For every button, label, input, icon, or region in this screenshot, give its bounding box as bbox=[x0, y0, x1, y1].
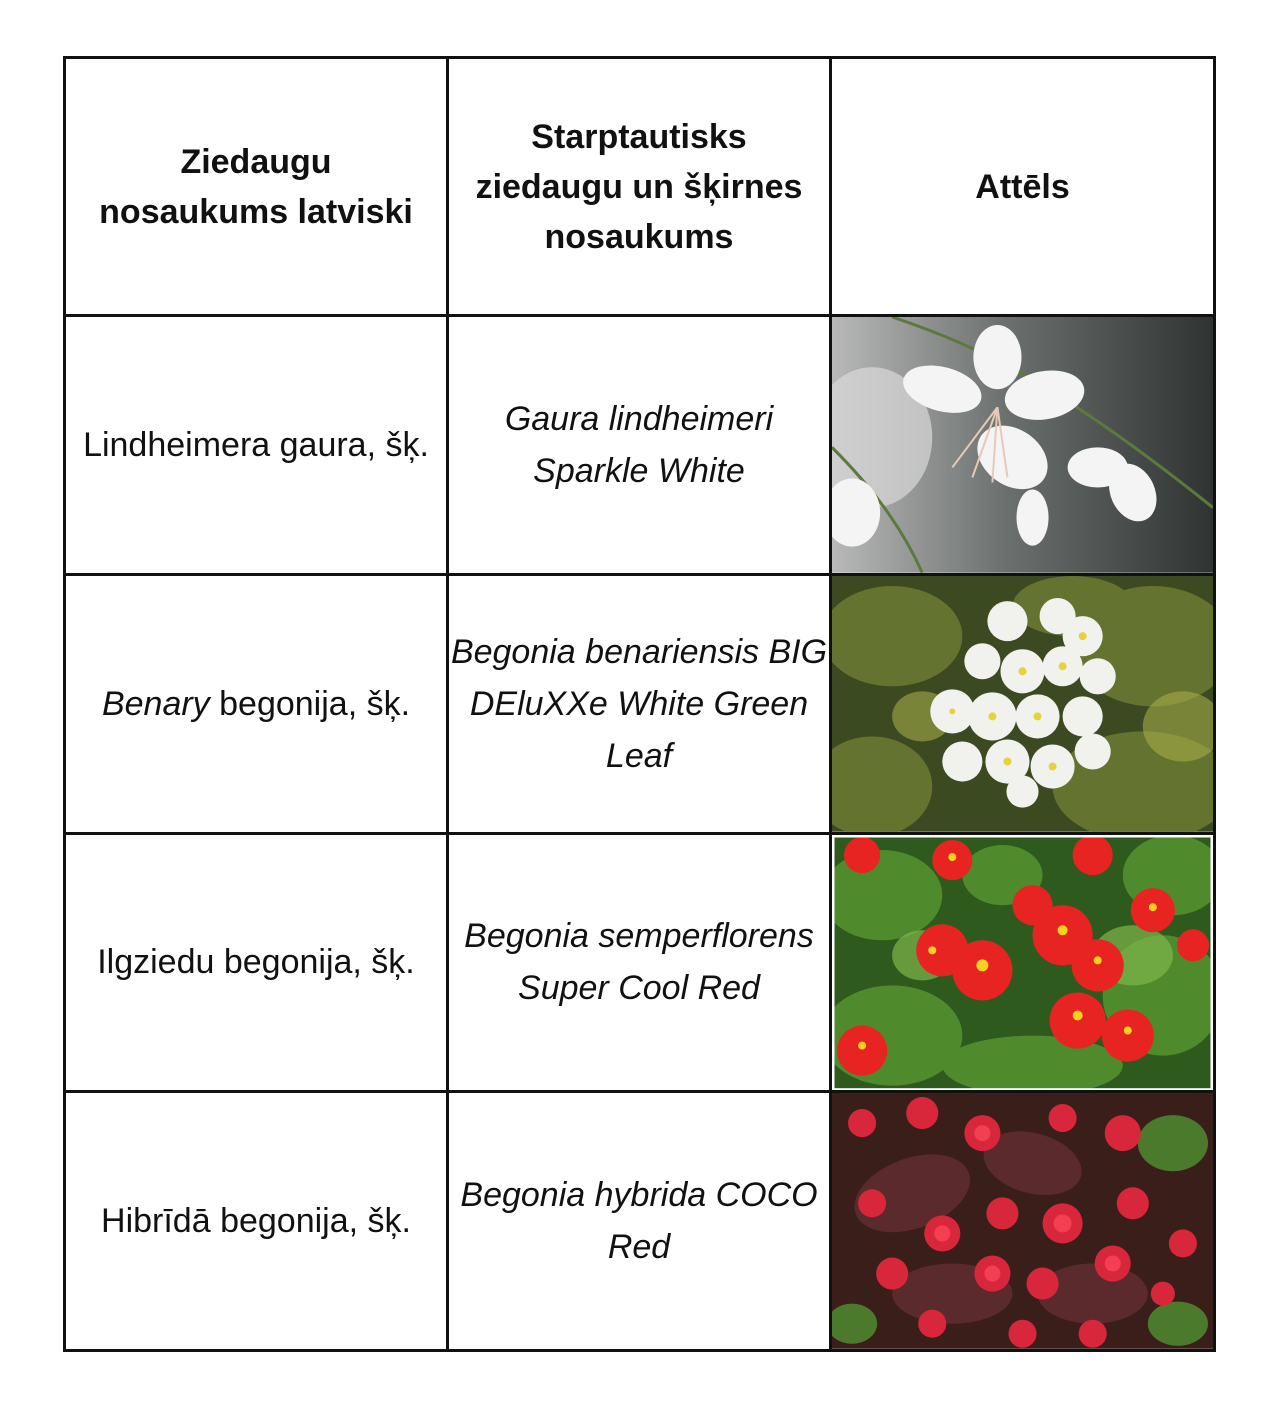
international-name-cell: Begonia benariensis BIG DEluXXe White Green Leaf bbox=[448, 574, 831, 833]
table-row bbox=[65, 833, 1215, 1092]
header-international-name: Starptautisks ziedaugu un šķirnes nosaukums bbox=[448, 58, 831, 316]
latvian-name-cell: Benary begonija, šķ. bbox=[65, 574, 448, 833]
header-row bbox=[65, 58, 1215, 316]
red-begonia-photo bbox=[832, 835, 1213, 1091]
table-row bbox=[65, 316, 1215, 575]
international-name-cell: Gaura lindheimeri Sparkle White bbox=[448, 316, 831, 575]
flower-photo bbox=[831, 833, 1215, 1092]
latvian-name-cell: Lindheimera gaura, šķ. bbox=[65, 316, 448, 575]
latvian-name-cell: Hibrīdā begonija, šķ. bbox=[65, 1092, 448, 1351]
flower-photo bbox=[831, 1092, 1215, 1351]
international-name-cell: Begonia hybrida COCO Red bbox=[448, 1092, 831, 1351]
header-latvian-name: Ziedaugu nosaukums latviski bbox=[65, 58, 448, 316]
flower-photo bbox=[831, 574, 1215, 833]
flower-photo bbox=[831, 316, 1215, 575]
table-row bbox=[65, 1092, 1215, 1351]
table-row bbox=[65, 574, 1215, 833]
gaura-photo bbox=[832, 317, 1213, 573]
latvian-name-cell: Ilgziedu begonija, šķ. bbox=[65, 833, 448, 1092]
header-image: Attēls bbox=[831, 58, 1215, 316]
white-begonia-photo bbox=[832, 576, 1213, 832]
international-name-cell: Begonia semperflorens Super Cool Red bbox=[448, 833, 831, 1092]
bronze-begonia-photo bbox=[832, 1093, 1213, 1349]
plant-table bbox=[63, 56, 1216, 1352]
